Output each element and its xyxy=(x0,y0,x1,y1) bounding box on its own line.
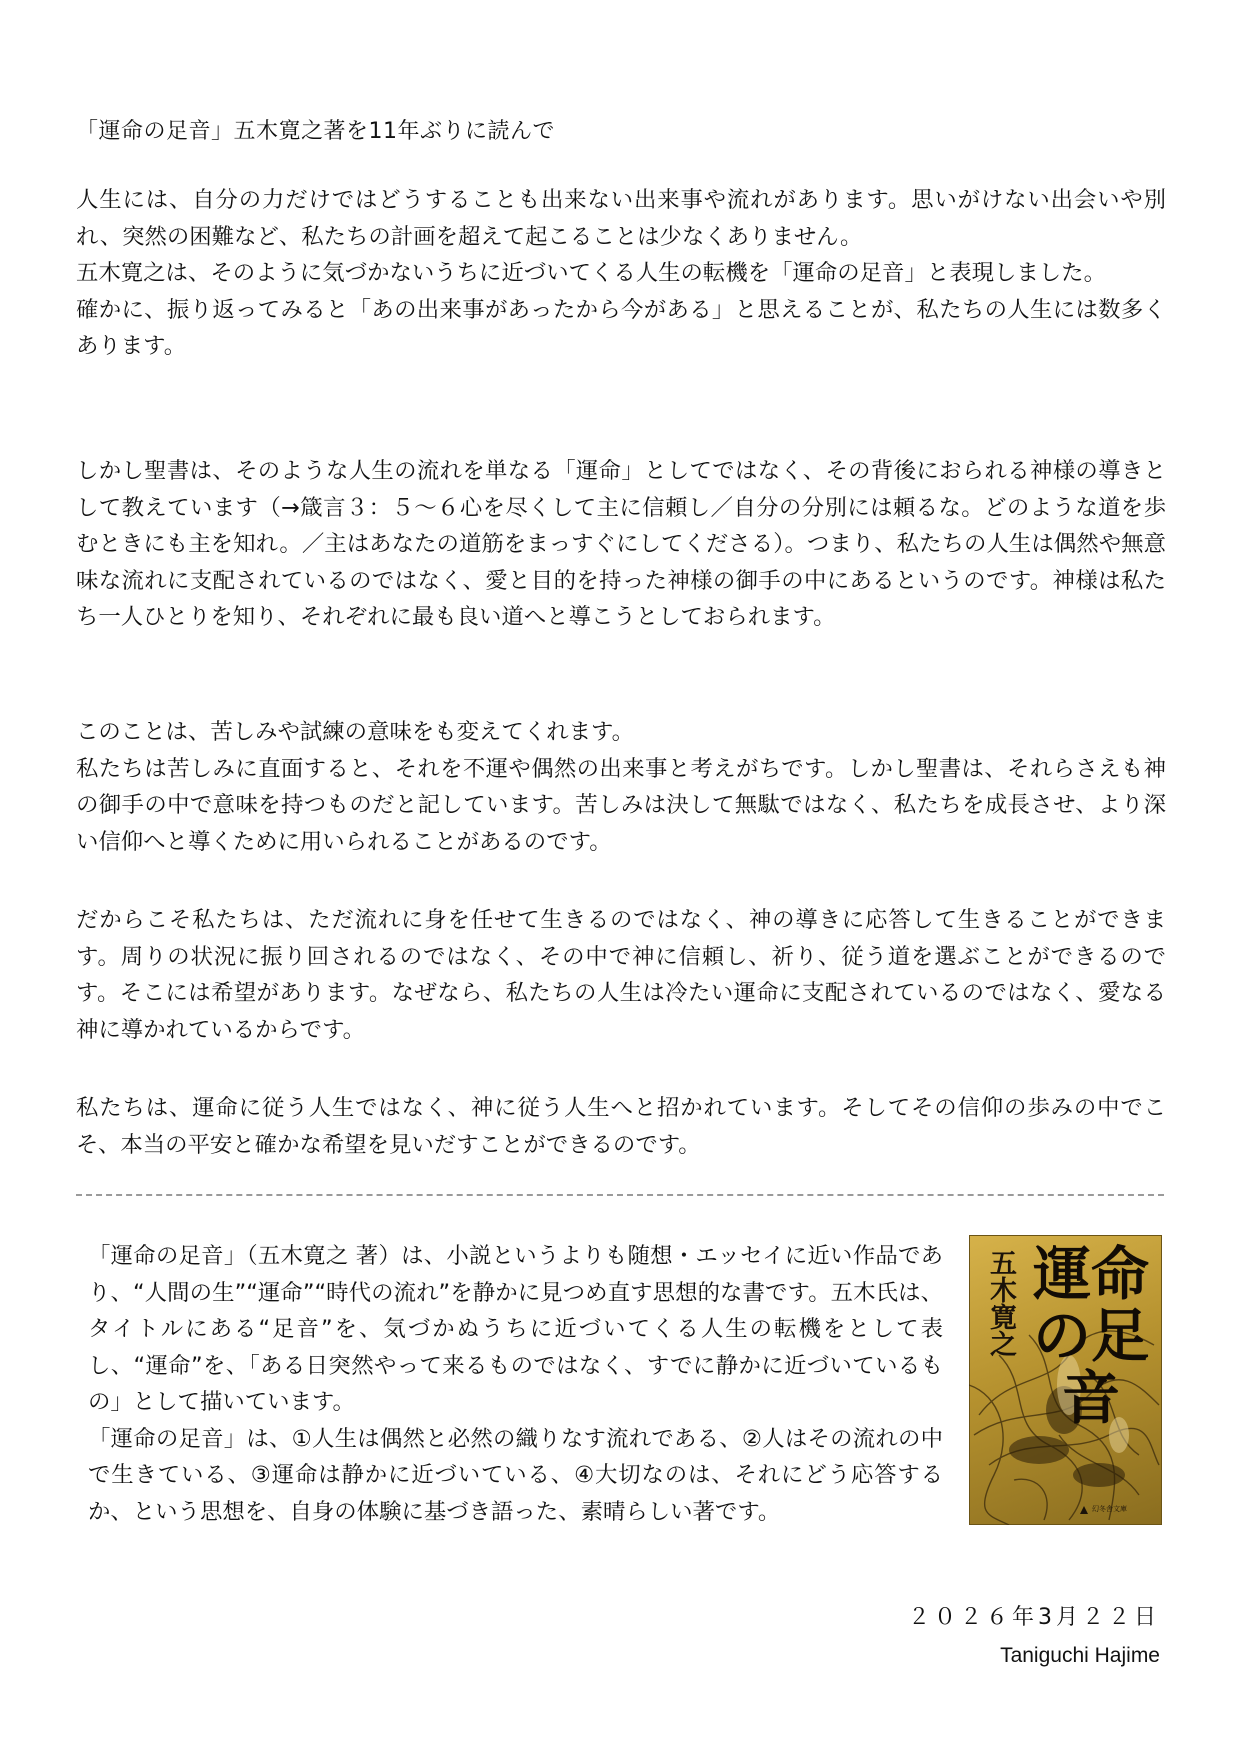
paragraph-section-3 xyxy=(76,714,1166,860)
review-paragraph: 「運命の足音」（五木寛之 著）は、小説というよりも随想・エッセイに近い作品であり、“人間の生”“運命”“時代の流れ”を静かに見つめ直す思想的な書です。五木氏は、タイトルにある“足音”を、気づかぬうちに近づいてくる人生の転機をとして表し、“運命”を、「ある日突然やって来るものではなく、すでに静かに近づいているもの」として描いています。 xyxy=(88,1243,943,1415)
cover-title-text: 運命の足音 xyxy=(1032,1240,1149,1432)
paragraph: このことは、苦しみや試練の意味をも変えてくれます。 xyxy=(76,719,634,745)
paragraph: 五木寛之は、そのように気づかないうちに近づいてくる人生の転機を「運命の足音」と表現しました。 xyxy=(76,260,1106,286)
paragraph-section-1 xyxy=(76,182,1166,365)
book-cover-image xyxy=(969,1235,1162,1525)
paragraph-section-4 xyxy=(76,902,1166,1048)
publisher-logo-icon xyxy=(1079,1505,1089,1515)
paragraph: しかし聖書は、そのような人生の流れを単なる「運命」としてではなく、その背後におられる神様の導きとして教えています（→箴言３：５～６心を尽くして主に信頼し／自分の分別には頼るな。どのような道を歩むときにも主を知れ。／主はあなたの道筋をまっすぐにしてくださる）。つまり、私たちの人生は偶然や無意味な流れに支配されているのではなく、愛と目的を持った神様の御手の中にあるというのです。神様は私たち一人ひとりを知り、それぞれに最も良い道へと導こうとしておられます。 xyxy=(76,458,1166,630)
paragraph: 私たちは、運命に従う人生ではなく、神に従う人生へと招かれています。そしてその信仰の歩みの中でこそ、本当の平安と確かな希望を見いだすことができるのです。 xyxy=(76,1095,1166,1158)
document-date: ２０２６年3月２２日 xyxy=(908,1605,1160,1630)
author-signature: Taniguchi Hajime xyxy=(1000,1644,1160,1667)
book-review xyxy=(88,1238,943,1530)
paragraph-section-2 xyxy=(76,453,1166,636)
paragraph: だからこそ私たちは、ただ流れに身を任せて生きるのではなく、神の導きに応答して生きることができます。周りの状況に振り回されるのではなく、その中で神に信頼し、祈り、従う道を選ぶことができるのです。そこには希望があります。なぜなら、私たちの人生は冷たい運命に支配されているのではなく、愛なる神に導かれているからです。 xyxy=(76,907,1166,1043)
paragraph-section-5 xyxy=(76,1090,1166,1163)
cover-author-text: 五木寛之 xyxy=(985,1249,1016,1357)
dashed-divider xyxy=(76,1194,1164,1196)
review-paragraph: 「運命の足音」は、①人生は偶然と必然の織りなす流れである、②人はその流れの中で生きている、③運命は静かに近づいている、④大切なのは、それにどう応答するか、という思想を、自身の体験に基づき語った、素晴らしい著です。 xyxy=(88,1425,943,1525)
paragraph: 私たちは苦しみに直面すると、それを不運や偶然の出来事と考えがちです。しかし聖書は、それらさえも神の御手の中で意味を持つものだと記しています。苦しみは決して無駄ではなく、私たちを成長させ、より深い信仰へと導くために用いられることがあるのです。 xyxy=(76,755,1166,855)
document-title: 「運命の足音」五木寛之著を11年ぶりに読んで xyxy=(76,119,555,144)
paragraph: 確かに、振り返ってみると「あの出来事があったから今がある」と思えることが、私たちの人生には数多くあります。 xyxy=(76,296,1166,359)
cover-publisher-text: 幻冬舎文庫 xyxy=(1092,1505,1127,1513)
paragraph: 人生には、自分の力だけではどうすることも出来ない出来事や流れがあります。思いがけない出会いや別れ、突然の困難など、私たちの計画を超えて起こることは少なくありません。 xyxy=(76,187,1166,250)
